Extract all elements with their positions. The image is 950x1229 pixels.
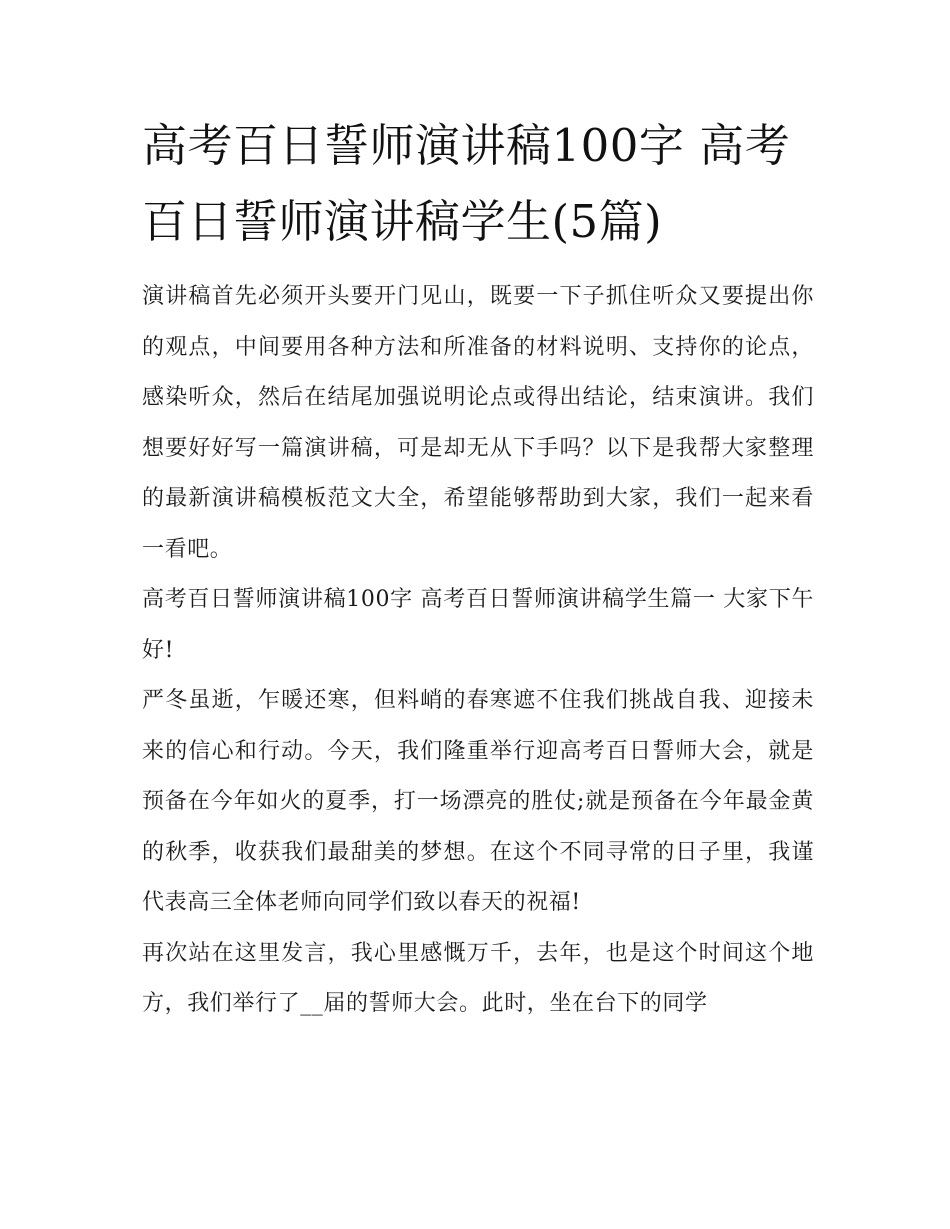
intro-paragraph: 演讲稿首先必须开头要开门见山，既要一下子抓住听众又要提出你的观点，中间要用各种方法和所准备的材料说明、支持你的论点，感染听众，然后在结尾加强说明论点或得出结论，结束演讲。我们想要好好写一篇演讲稿，可是却无从下手吗？以下是我帮大家整理的最新演讲稿模板范文大全，希望能够帮助到大家，我们一起来看一看吧。 xyxy=(142,284,814,562)
document-title: 高考百日誓师演讲稿100字 高考百日誓师演讲稿学生(5篇) xyxy=(142,119,791,248)
document-body xyxy=(142,108,814,1030)
section-heading-paragraph: 高考百日誓师演讲稿100字 高考百日誓师演讲稿学生篇一 大家下午好! xyxy=(142,587,814,663)
body-paragraph: 再次站在这里发言，我心里感慨万千，去年，也是这个时间这个地方，我们举行了__届的誓师大会。此时，坐在台下的同学 xyxy=(142,940,814,1016)
body-paragraph: 严冬虽逝，乍暖还寒，但料峭的春寒遮不住我们挑战自我、迎接未来的信心和行动。今天，我们隆重举行迎高考百日誓师大会，就是预备在今年如火的夏季，打一场漂亮的胜仗;就是预备在今年最金黄的秋季，收获我们最甜美的梦想。在这个不同寻常的日子里，我谨代表高三全体老师向同学们致以春天的祝福! xyxy=(142,688,814,915)
